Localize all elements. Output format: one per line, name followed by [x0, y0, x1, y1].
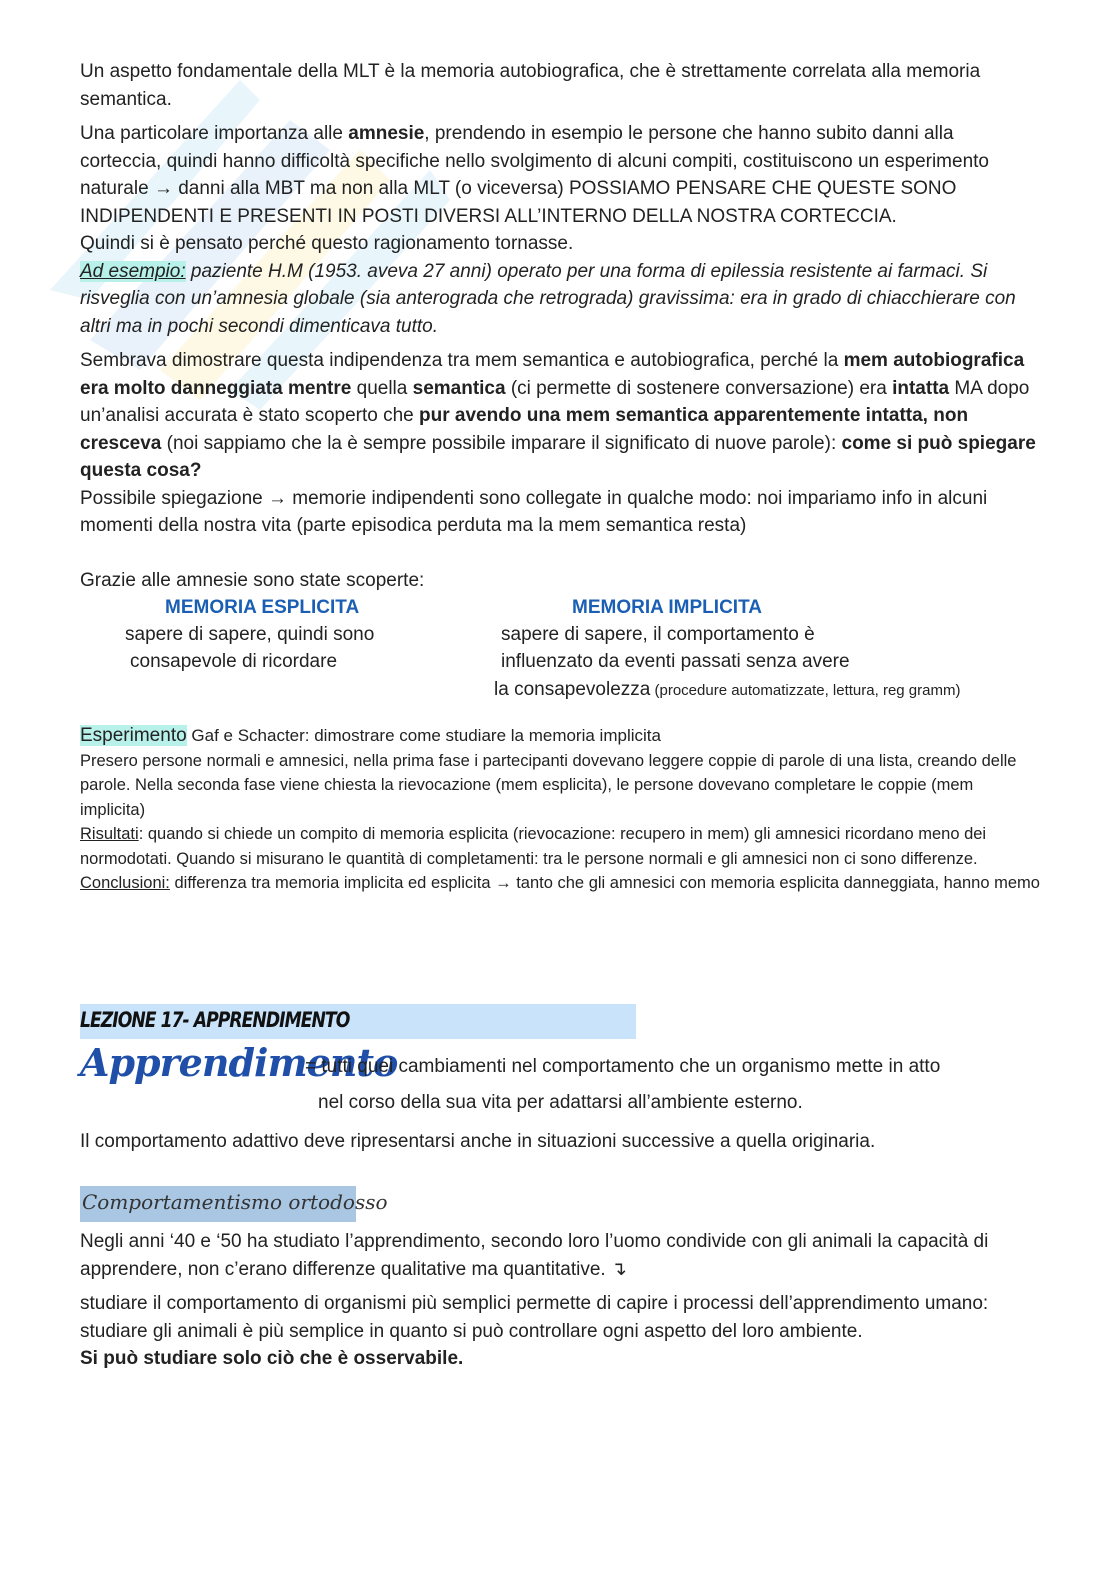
- explicit-memory-heading: MEMORIA ESPLICITA: [165, 597, 360, 618]
- paragraph-scoperte: Grazie alle amnesie sono state scoperte:: [80, 569, 425, 591]
- experiment-conclusions: Conclusioni: differenza tra memoria implicita ed esplicita → tanto che gli amnesici con memoria esplicita danneggiata, hanno memo: [80, 874, 1040, 892]
- section-body: [80, 1228, 1040, 1373]
- experiment-results: Risultati: quando si chiede un compito di memoria esplicita (rievocazione: recupero in mem) gli amnesici ricordano meno dei normodotati. Quando si misurano le quantità di completamenti: tra le persone normali e gli amnesici non ci sono differenze.: [80, 825, 987, 868]
- implicit-memory-line: influenzato da eventi passati senza avere: [501, 651, 850, 672]
- paragraph-independence: Sembrava dimostrare questa indipendenza tra mem semantica e autobiografica, perché la mem autobiografica era molto danneggiata mentre quella semantica (ci permette di sostenere conversazione) era intatta MA dopo un’analisi accurata è stato scoperto che pur avendo una mem semantica apparentemente intatta, non cresceva (noi sappiamo che la è sempre possibile imparare il significato di nuove parole): come si può spiegare questa cosa?: [80, 350, 1036, 481]
- apprendimento-definition: = tutti quei cambiamenti nel comportamento che un organismo mette in atto: [305, 1056, 941, 1077]
- paragraph-anni: Negli anni ‘40 e ‘50 ha studiato l’apprendimento, secondo loro l’uomo condivide con gli animali la capacità di apprendere, non c’erano differenze qualitative ma quantitative. ↴: [80, 1231, 989, 1280]
- paragraph-mlt: Un aspetto fondamentale della MLT è la memoria autobiografica, che è strettamente correlata alla memoria semantica.: [80, 61, 981, 110]
- memory-types: [80, 594, 1040, 702]
- paragraph-osservabile: Si può studiare solo ciò che è osservabile.: [80, 1348, 464, 1369]
- paragraph-example: Ad esempio: paziente H.M (1953. aveva 27 anni) operato per una forma di epilessia resistente ai farmaci. Si risveglia con un’amnesia globale (sia anterograda che retrograda) gravissima: era in grado di chiacchierare con altri ma in pochi secondi dimenticava tutto.: [80, 260, 1016, 337]
- experiment-body: Presero persone normali e amnesici, nella prima fase i partecipanti dovevano leggere coppie di parole di una lista, creando delle parole. Nella seconda fase viene chiesta la rievocazione (mem esplicita), le persone dovevano completare le coppie (mem implicita): [80, 751, 1017, 819]
- example-label: Ad esempio:: [80, 260, 186, 282]
- experiment-title: Esperimento Gaf e Schacter: dimostrare come studiare la memoria implicita: [80, 725, 661, 746]
- paragraph-adaptive: Il comportamento adattivo deve ripresentarsi anche in situazioni successive a quella originaria.: [80, 1131, 876, 1152]
- paragraph-studiare: studiare il comportamento di organismi più semplici permette di capire i processi dell’apprendimento umano: studiare gli animali è più semplice in quanto si può controllare ogni aspetto del loro ambiente.: [80, 1293, 989, 1342]
- implicit-memory-line: la consapevolezza (procedure automatizzate, lettura, reg gramm): [494, 679, 961, 700]
- paragraph-amnesie: Una particolare importanza alle amnesie, prendendo in esempio le persone che hanno subito danni alla corteccia, quindi hanno difficoltà specifiche nello svolgimento di alcuni compiti, costituiscono un esperimento naturale → danni alla MBT ma non alla MLT (o viceversa) POSSIAMO PENSARE CHE QUESTE SONO INDIPENDENTI E PRESENTI IN POSTI DIVERSI ALL’INTERNO DELLA NOSTRA CORTECCIA.: [80, 123, 989, 227]
- experiment-block: [80, 724, 1040, 896]
- paragraph-quindi: Quindi si è pensato perché questo ragionamento tornasse.: [80, 233, 574, 254]
- apprendimento-title: Apprendimento: [80, 1040, 398, 1085]
- explicit-memory-line: sapere di sapere, quindi sono: [125, 624, 375, 645]
- page-body: [80, 58, 1040, 896]
- lesson-heading: LEZIONE 17- APPRENDIMENTO: [80, 1008, 350, 1032]
- paragraph-explanation: Possibile spiegazione → memorie indipendenti sono collegate in qualche modo: noi impariamo info in alcuni momenti della nostra vita (parte episodica perduta ma la mem semantica resta): [80, 487, 988, 536]
- explicit-memory-line: consapevole di ricordare: [130, 651, 338, 672]
- implicit-memory-heading: MEMORIA IMPLICITA: [572, 597, 762, 618]
- apprendimento-definition-cont: nel corso della sua vita per adattarsi all’ambiente esterno.: [318, 1092, 803, 1113]
- implicit-memory-line: sapere di sapere, il comportamento è: [501, 624, 815, 645]
- section-heading: Comportamentismo ortodosso: [82, 1190, 388, 1214]
